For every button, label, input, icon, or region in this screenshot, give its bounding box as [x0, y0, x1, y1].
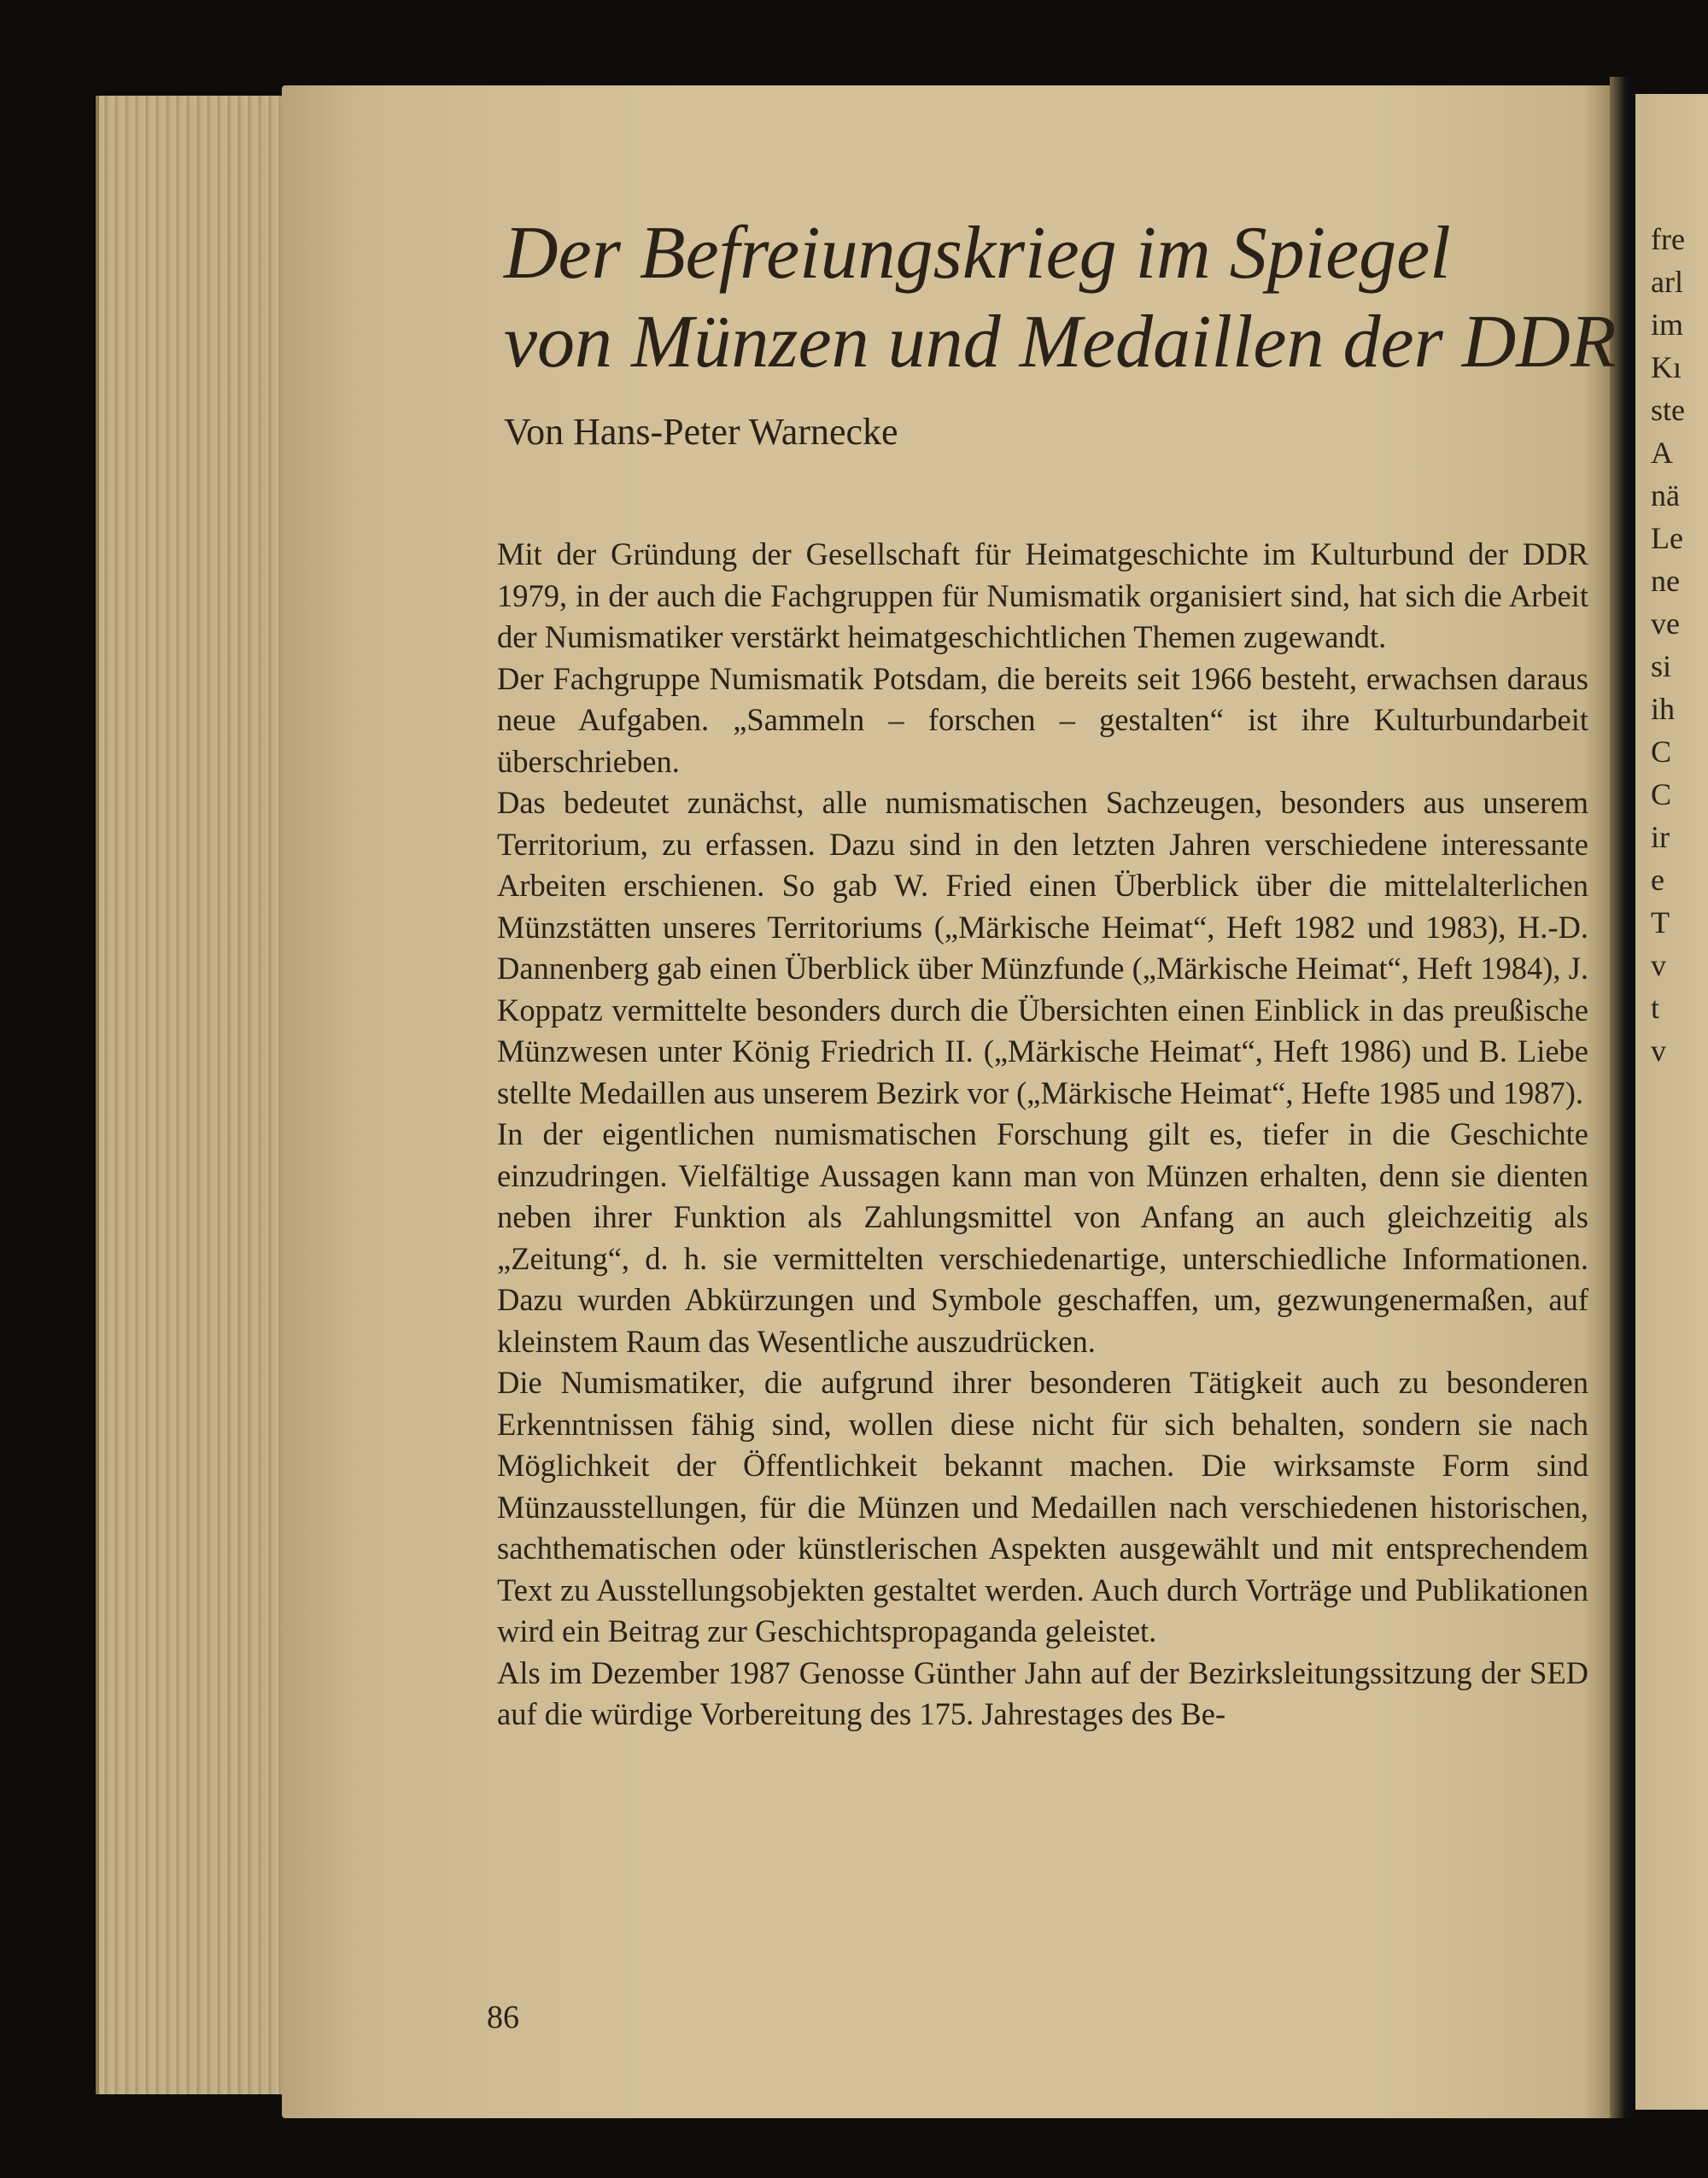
facing-page-fragment: e	[1651, 863, 1664, 897]
facing-page	[1635, 94, 1708, 2110]
facing-page-fragment: v	[1651, 1033, 1666, 1068]
facing-page-fragment: ih	[1651, 692, 1676, 726]
paragraph: Mit der Gründung der Gesellschaft für Heimatgeschichte im Kulturbund der DDR 1979, in der auch die Fachgruppen für Numismatik organisiert sind, hat sich die Arbeit der Numismatiker verstärkt heimatgeschichtlichen Themen zugewandt.	[497, 536, 1588, 654]
facing-page-fragment: C	[1651, 735, 1672, 769]
facing-page-fragment: v	[1651, 948, 1666, 982]
title-line-2: von Münzen und Medaillen der DDR	[504, 301, 1617, 383]
facing-page-fragment: nä	[1651, 478, 1680, 512]
facing-page-fragment: Kı	[1651, 350, 1682, 384]
facing-page-fragment: im	[1651, 307, 1684, 342]
paragraph: In der eigentlichen numismatischen Forschung gilt es, tiefer in die Geschichte einzudringen. Vielfältige Aussagen kann man von Münzen erhalten, denn sie dienten neben ihrer Funktion als Zahlungsmittel von Anfang an auch gleichzeitig als „Zeitung“, d. h. sie vermittelten verschiedenartige, unterschiedliche Informationen. Dazu wurden Abkürzungen und Symbole geschaffen, um, gezwungenermaßen, auf kleinstem Raum das Wesentliche auszudrücken.	[497, 1116, 1588, 1359]
article-body	[497, 534, 1588, 1736]
paragraph: Als im Dezember 1987 Genosse Günther Jahn auf der Bezirksleitungssitzung der SED auf die würdige Vorbereitung des 175. Jahrestages des Be-	[497, 1654, 1588, 1731]
facing-page-fragment: ir	[1651, 820, 1670, 854]
facing-page-fragment: arl	[1651, 265, 1683, 299]
facing-page-fragment: C	[1651, 777, 1672, 811]
facing-page-fragment: t	[1651, 991, 1660, 1025]
facing-page-fragment: ne	[1651, 564, 1680, 598]
facing-page-fragment: A	[1651, 436, 1673, 470]
facing-page-text	[1635, 218, 1685, 1072]
facing-page-fragment: T	[1651, 905, 1670, 940]
facing-page-fragment: Le	[1651, 521, 1683, 555]
paragraph: Der Fachgruppe Numismatik Potsdam, die bereits seit 1966 besteht, erwachsen daraus neue Aufgaben. „Sammeln – forschen – gestalten“ ist ihre Kulturbundarbeit überschrieben.	[497, 660, 1588, 779]
facing-page-fragment: fre	[1651, 222, 1685, 256]
facing-page-fragment: ve	[1651, 606, 1680, 641]
paragraph: Das bedeutet zunächst, alle numismatischen Sachzeugen, besonders aus unserem Territorium, zu erfassen. Dazu sind in den letzten Jahren verschiedene interessante Arbeiten erschienen. So gab W. Fried einen Überblick über die mittelalterlichen Münzstätten unseres Territoriums („Märkische Heimat“, Heft 1982 und 1983), H.-D. Dannenberg gab einen Überblick über Münzfunde („Märkische Heimat“, Heft 1984), J. Koppatz vermittelte besonders durch die Übersichten einen Einblick in das preußische Münzwesen unter König Friedrich II. („Märkische Heimat“, Heft 1986) und B. Liebe stellte Medaillen aus unserem Bezirk vor („Märkische Heimat“, Hefte 1985 und 1987).	[497, 785, 1588, 1110]
facing-page-fragment: si	[1651, 649, 1672, 683]
page-number: 86	[487, 1999, 519, 2035]
article-byline: Von Hans-Peter Warnecke	[504, 411, 898, 453]
article-title	[504, 209, 1617, 387]
paragraph: Die Numismatiker, die aufgrund ihrer besonderen Tätigkeit auch zu besonderen Erkenntnissen fähig sind, wollen diese nicht für sich behalten, sondern sie nach Möglichkeit der Öffentlichkeit bekannt machen. Die wirksamste Form sind Münzausstellungen, für die Münzen und Medaillen nach verschiedenen historischen, sachthematischen oder künstlerischen Aspekten ausgewählt und mit entsprechendem Text zu Ausstellungsobjekten gestaltet werden. Auch durch Vorträge und Publikationen wird ein Beitrag zur Geschichtspropaganda geleistet.	[497, 1365, 1588, 1648]
title-line-1: Der Befreiungskrieg im Spiegel	[504, 212, 1451, 295]
facing-page-fragment: ste	[1651, 393, 1685, 427]
